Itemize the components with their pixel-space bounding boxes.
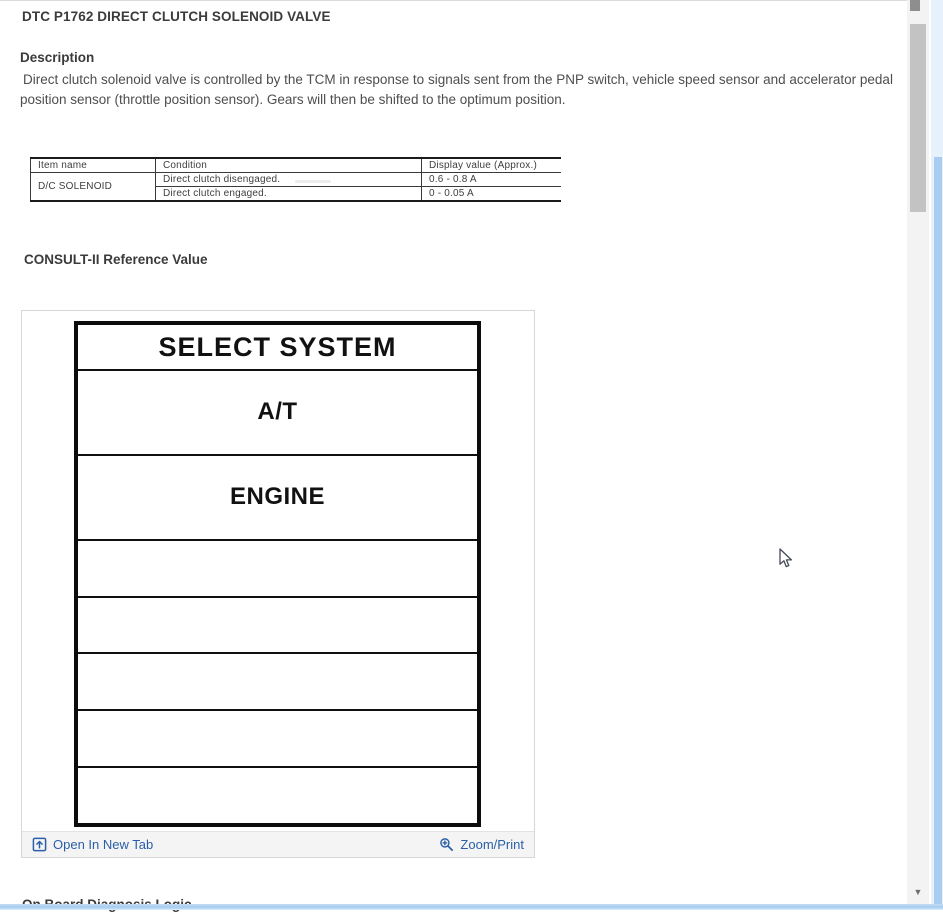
select-system-option-engine: ENGINE bbox=[78, 454, 477, 539]
consult-ii-heading: CONSULT-II Reference Value bbox=[24, 252, 208, 267]
item-name-cell: D/C SOLENOID bbox=[31, 173, 156, 202]
scan-artifact bbox=[295, 180, 331, 183]
col-header-display-value: Display value (Approx.) bbox=[422, 158, 561, 173]
content-scrollbar-thumb[interactable] bbox=[910, 24, 926, 212]
open-in-new-tab-icon bbox=[32, 837, 47, 852]
condition-cell: Direct clutch engaged. bbox=[156, 187, 422, 202]
col-header-item-name: Item name bbox=[31, 158, 156, 173]
select-system-option-empty bbox=[78, 709, 477, 766]
col-header-condition: Condition bbox=[156, 158, 422, 173]
select-system-option-empty bbox=[78, 766, 477, 823]
zoom-in-icon bbox=[439, 837, 454, 852]
page-title: DTC P1762 DIRECT CLUTCH SOLENOID VALVE bbox=[22, 9, 331, 24]
select-system-option-empty bbox=[78, 652, 477, 709]
content-top-border bbox=[0, 0, 921, 1]
scroll-down-arrow-icon[interactable]: ▼ bbox=[913, 887, 923, 897]
select-system-title: SELECT SYSTEM bbox=[158, 331, 397, 362]
description-heading: Description bbox=[20, 50, 95, 65]
select-system-option-at: A/T bbox=[78, 369, 477, 454]
value-cell: 0.6 - 0.8 A bbox=[422, 173, 561, 187]
description-paragraph: Direct clutch solenoid valve is controlled by the TCM in response to signals sent from the PNP switch, vehicle speed sensor and accelerator pedal position sensor (throttle position sensor). Gears will then be shifted to the optimum position. bbox=[20, 72, 893, 107]
open-in-new-tab-link[interactable] bbox=[32, 837, 153, 852]
window-bottom-edge bbox=[0, 904, 943, 910]
zoom-print-label: Zoom/Print bbox=[460, 837, 524, 852]
window-scrollbar-track[interactable] bbox=[931, 0, 943, 910]
condition-cell: Direct clutch disengaged. bbox=[156, 173, 422, 187]
select-system-screen-image bbox=[74, 321, 481, 827]
figure-toolbar bbox=[22, 831, 534, 857]
window-scrollbar-thumb[interactable] bbox=[934, 157, 942, 910]
zoom-print-link[interactable] bbox=[439, 837, 524, 852]
value-cell: 0 - 0.05 A bbox=[422, 187, 561, 202]
consult-figure-viewer bbox=[21, 310, 535, 858]
content-scrollbar-track[interactable] bbox=[907, 0, 929, 904]
scrollbar-top-fragment bbox=[910, 0, 920, 11]
select-system-option-empty bbox=[78, 539, 477, 596]
mouse-cursor-icon bbox=[775, 547, 795, 574]
table-header-row bbox=[31, 158, 561, 173]
open-in-new-tab-label: Open In New Tab bbox=[53, 837, 154, 852]
select-system-option-empty bbox=[78, 596, 477, 653]
